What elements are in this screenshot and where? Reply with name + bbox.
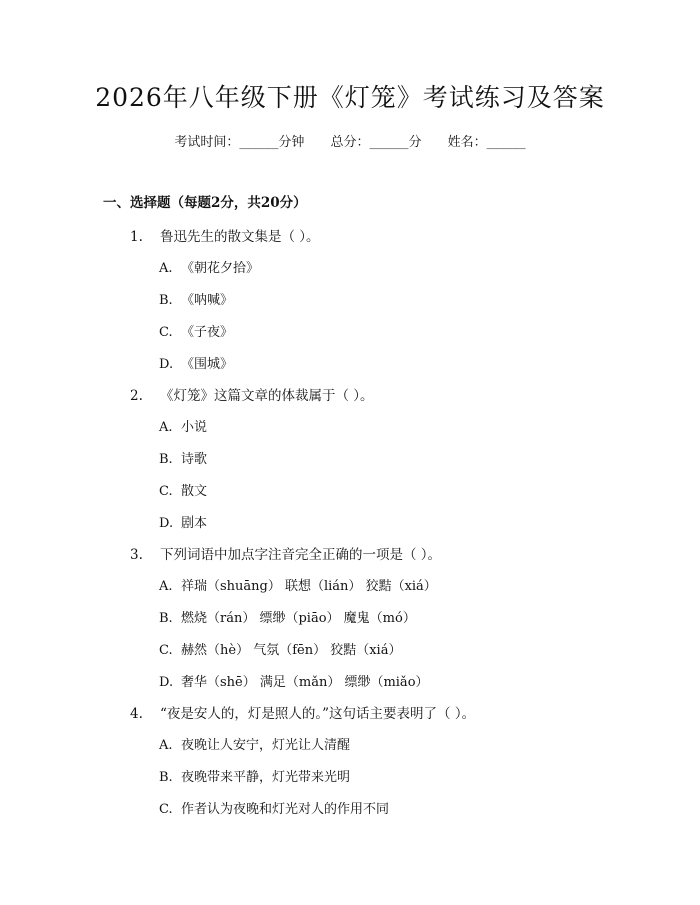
question-number: 3. — [130, 547, 143, 563]
option-letter: D. — [159, 357, 174, 372]
option-letter: B. — [159, 293, 173, 308]
option-1c — [159, 321, 233, 340]
student-name-field: 姓名：______ — [447, 135, 526, 150]
question-4 — [130, 702, 475, 722]
option-3d — [159, 671, 429, 690]
option-text: 燃烧（rán） 缥缈（piāo） 魔鬼（mó） — [181, 611, 416, 626]
question-1 — [130, 225, 320, 245]
total-score-field: 总分：______分 — [330, 135, 422, 150]
question-text: 下列词语中加点字注音完全正确的一项是（ ）。 — [160, 547, 442, 563]
question-number: 4. — [130, 706, 143, 722]
question-text: “夜是安人的，灯是照人的。”这句话主要表明了（ ）。 — [160, 706, 476, 722]
option-3a — [159, 575, 437, 594]
option-text: 《呐喊》 — [181, 293, 234, 308]
option-2a — [159, 416, 207, 435]
option-text: 作者认为夜晚和灯光对人的作用不同 — [181, 802, 390, 817]
option-text: 赫然（hè） 气氛（fēn） 狡黠（xiá） — [181, 643, 402, 658]
option-4c — [159, 798, 389, 817]
option-text: 诗歌 — [181, 452, 208, 467]
question-number: 1. — [130, 229, 143, 245]
option-letter: A. — [159, 420, 173, 435]
option-text: 《子夜》 — [181, 325, 234, 340]
option-3c — [159, 639, 401, 658]
option-text: 《围城》 — [181, 357, 234, 372]
option-2d — [159, 512, 207, 531]
option-text: 奢华（shē） 满足（mǎn） 缥缈（miǎo） — [181, 675, 429, 690]
question-3 — [130, 543, 441, 563]
section-heading: 一、选择题（每题2分，共20分） — [103, 195, 307, 211]
question-text: 《灯笼》这篇文章的体裁属于（ ）。 — [160, 388, 374, 404]
option-3b — [159, 607, 416, 626]
option-letter: D. — [159, 516, 174, 531]
option-text: 小说 — [181, 420, 208, 435]
option-2c — [159, 480, 207, 499]
option-letter: B. — [159, 452, 173, 467]
option-letter: C. — [159, 802, 173, 817]
option-letter: C. — [159, 325, 173, 340]
option-letter: A. — [159, 579, 173, 594]
option-letter: B. — [159, 770, 173, 785]
option-text: 祥瑞（shuāng） 联想（lián） 狡黠（xiá） — [181, 579, 437, 594]
option-1b — [159, 289, 233, 308]
option-letter: C. — [159, 484, 173, 499]
option-text: 散文 — [181, 484, 208, 499]
option-text: 夜晚带来平静，灯光带来光明 — [181, 770, 351, 785]
option-2b — [159, 448, 207, 467]
question-text: 鲁迅先生的散文集是（ ）。 — [160, 229, 320, 245]
exam-meta — [0, 131, 700, 150]
option-4b — [159, 766, 350, 785]
option-4a — [159, 734, 350, 753]
option-text: 夜晚让人安宁，灯光让人清醒 — [181, 738, 351, 753]
question-number: 2. — [130, 388, 143, 404]
option-letter: A. — [159, 261, 173, 276]
option-text: 剧本 — [181, 516, 208, 531]
exam-time-field: 考试时间：______分钟 — [174, 135, 305, 150]
question-2 — [130, 384, 374, 404]
option-text: 《朝花夕拾》 — [181, 261, 260, 276]
option-letter: D. — [159, 675, 174, 690]
option-1d — [159, 353, 233, 372]
option-letter: C. — [159, 643, 173, 658]
option-letter: B. — [159, 611, 173, 626]
option-letter: A. — [159, 738, 173, 753]
page-title: 2026年八年级下册《灯笼》考试练习及答案 — [95, 83, 605, 112]
option-1a — [159, 257, 259, 276]
